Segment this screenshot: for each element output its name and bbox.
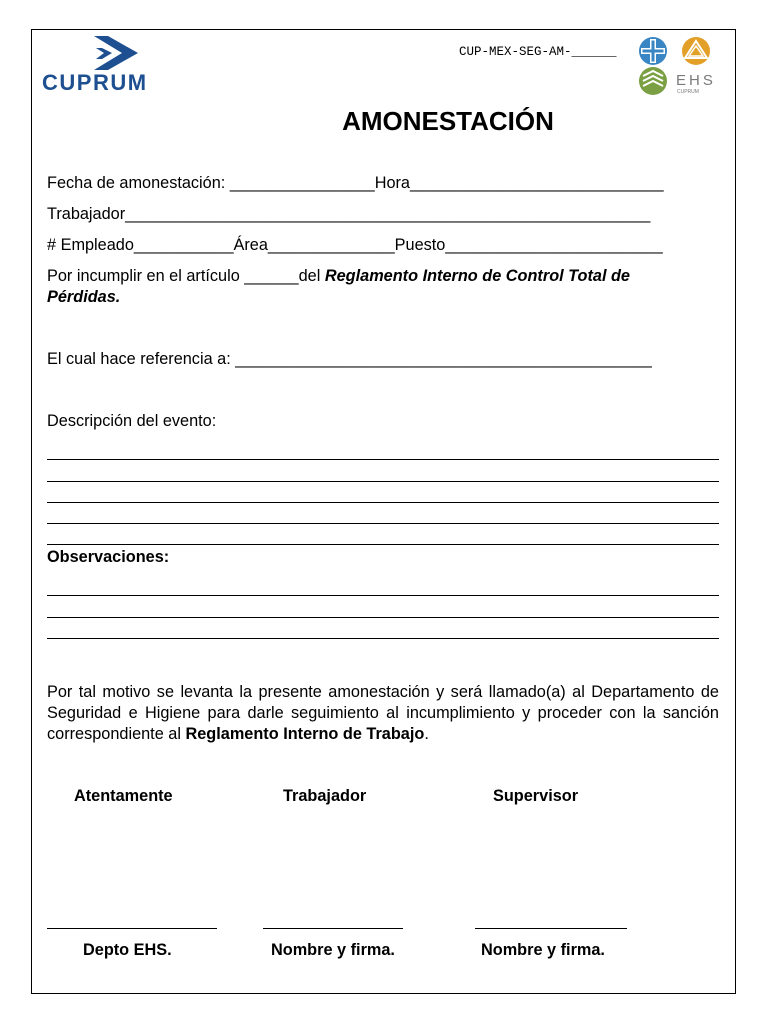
articulo-continuation [47, 288, 120, 307]
descripcion-line[interactable] [47, 459, 719, 460]
observaciones-line[interactable] [47, 638, 719, 639]
observaciones-line[interactable] [47, 617, 719, 618]
svg-text:CUPRUM: CUPRUM [42, 70, 148, 95]
svg-text:CUPRUM: CUPRUM [677, 89, 699, 95]
signature-heading-trabajador: Trabajador [283, 787, 367, 805]
descripcion-line[interactable] [47, 544, 719, 545]
observaciones-line[interactable] [47, 595, 719, 596]
descripcion-label: Descripción del evento: [47, 412, 217, 430]
empleado-field[interactable]: # Empleado___________Área______________Puesto________________________ [47, 236, 663, 254]
page-title: AMONESTACIÓN [342, 106, 554, 136]
descripcion-line[interactable] [47, 523, 719, 524]
signature-line-trabajador[interactable] [263, 928, 403, 929]
signature-label-ehs: Depto EHS. [83, 941, 172, 959]
articulo-field[interactable] [47, 267, 630, 286]
trabajador-field[interactable]: Trabajador__________________________________________________________ [47, 205, 651, 223]
closing-paragraph [47, 682, 719, 745]
ehs-logo [632, 36, 724, 98]
descripcion-line[interactable] [47, 481, 719, 482]
reglamento-title: Reglamento Interno de Control Total de [324, 267, 630, 285]
reglamento-trabajo: Reglamento Interno de Trabajo [185, 725, 425, 743]
descripcion-line[interactable] [47, 502, 719, 503]
signature-line-ehs[interactable] [47, 928, 217, 929]
closing-end: . [424, 725, 429, 743]
cuprum-logo [40, 34, 190, 96]
reglamento-title-end: Pérdidas. [47, 288, 121, 306]
signature-heading-supervisor: Supervisor [493, 787, 579, 805]
document-code: CUP-MEX-SEG-AM-______ [459, 45, 617, 59]
signature-label-trabajador: Nombre y firma. [271, 941, 395, 959]
closing-text: Por tal motivo se levanta la presente amonestación y será llamado(a) al Departamento de Seguridad e Higiene para darle seguimiento al incumplimiento y proceder con la sanción correspondiente al [47, 683, 719, 743]
articulo-prefix: Por incumplir en el artículo ______del [47, 267, 325, 285]
signature-heading-atentamente: Atentamente [74, 787, 173, 805]
signature-label-supervisor: Nombre y firma. [481, 941, 605, 959]
svg-text:EHS: EHS [676, 72, 716, 89]
signature-line-supervisor[interactable] [475, 928, 627, 929]
referencia-field[interactable]: El cual hace referencia a: ______________________________________________ [47, 350, 652, 368]
observaciones-label: Observaciones: [47, 548, 170, 566]
fecha-field[interactable]: Fecha de amonestación: ________________Hora____________________________ [47, 174, 664, 192]
